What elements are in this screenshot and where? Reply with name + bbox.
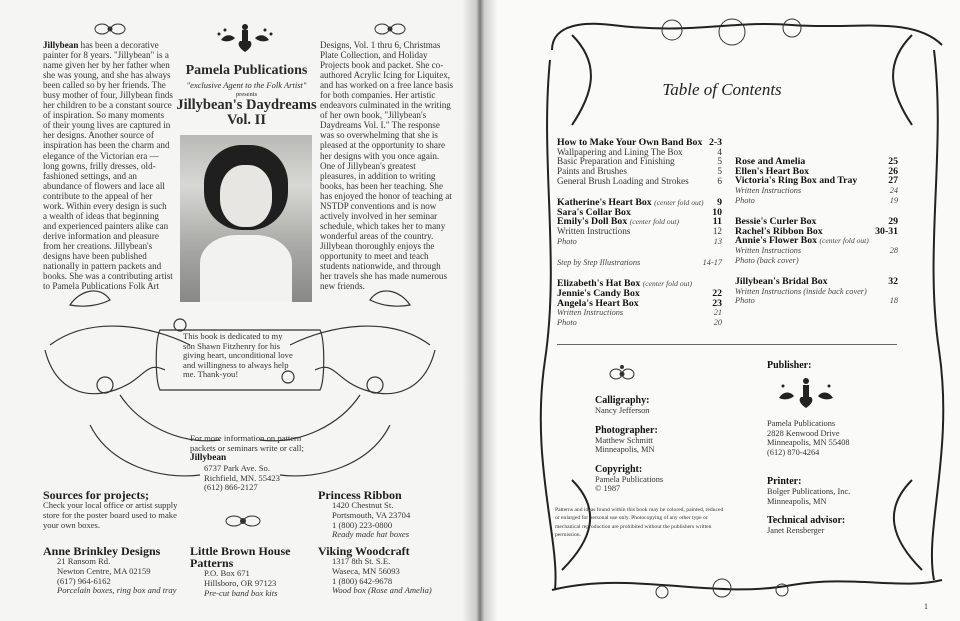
toc-entry-note: (center fold out)	[642, 279, 693, 289]
credit-label: Printer:	[767, 476, 802, 487]
toc-entry-label: Written Instructions (inside back cover)	[735, 286, 867, 296]
credits-right	[767, 476, 907, 545]
toc-entry	[557, 318, 722, 328]
dedication-text: This book is dedicated to my son Shawn Fitzhenry for his giving heart, unconditional love and willingness to always help me. Thank-you!	[183, 331, 293, 380]
credit-line: Minneapolis, MN	[767, 496, 827, 506]
publisher-line: 2828 Kenwood Drive	[767, 428, 840, 438]
toc-entry-label: Annie's Flower Box	[735, 235, 818, 247]
toc-entry-label: Written Instructions	[735, 246, 802, 256]
source-note: Ready made hat boxes	[332, 529, 410, 540]
source-line: P.O. Box 671	[204, 568, 250, 578]
toc-entry-page: 5	[717, 156, 722, 167]
credit-line: Bolger Publications, Inc.	[767, 487, 851, 496]
book-volume: Vol. II	[227, 112, 266, 128]
toc-entry	[557, 258, 722, 268]
left-page	[0, 0, 478, 621]
tagline: "exclusive Agent to the Folk Artist"	[186, 80, 307, 90]
toc-entry-page: 30-31	[875, 225, 898, 237]
toc-entry	[735, 256, 898, 266]
toc-entry-label: Jennie's Candy Box	[557, 287, 640, 299]
toc-entry-title	[557, 308, 623, 318]
book-spine	[462, 0, 498, 621]
ornament-icon	[222, 513, 264, 529]
toc-entry-title	[557, 237, 577, 247]
credit-label: Calligraphy:	[595, 395, 650, 406]
toc-column-right	[735, 157, 898, 306]
source-anne-brinkley	[43, 545, 188, 596]
toc-entry-title	[557, 258, 640, 268]
toc-entry	[735, 277, 898, 287]
sources-intro	[43, 489, 178, 530]
credit-line: Matthew Schmitt	[595, 435, 653, 445]
toc-entry-label: Photo	[557, 318, 577, 328]
credit-group	[767, 476, 907, 506]
publisher-line: Pamela Publications	[767, 419, 836, 428]
contact-block	[190, 454, 280, 493]
toc-entry-page: 12	[712, 226, 722, 237]
source-line: 21 Ransom Rd.	[57, 556, 111, 566]
toc-entry-title	[735, 186, 801, 196]
toc-entry-label: Ellen's Heart Box	[735, 165, 810, 177]
toc-entry	[735, 196, 898, 206]
toc-entry-title	[735, 277, 828, 287]
toc-entry-page: 5	[717, 166, 722, 177]
toc-entry-page: 23	[712, 297, 722, 309]
toc-entry-page: 27	[888, 175, 898, 187]
source-note: Porcelain boxes, ring box and tray	[57, 585, 177, 596]
toc-entry-label: Emily's Doll Box	[557, 216, 628, 228]
toc-entry-page: 14-17	[702, 258, 722, 268]
toc-entry-title	[735, 287, 867, 297]
source-name: Viking Woodcraft	[318, 544, 410, 558]
publisher-block	[767, 360, 907, 457]
toc-entry	[557, 227, 722, 237]
contact-address: 6737 Park Ave. So.	[204, 462, 270, 473]
contact-phone: (612) 866-2127	[204, 482, 258, 493]
toc-entry-page: 10	[712, 206, 722, 218]
toc-entry-label: Basic Preparation and Finishing	[557, 156, 675, 167]
sources-heading: Sources for projects;	[43, 488, 149, 502]
toc-entry-title	[557, 227, 630, 237]
toc-entry-title	[557, 177, 689, 187]
toc-entry-title	[735, 296, 755, 306]
toc-entry-label: Bessie's Curler Box	[735, 216, 817, 228]
credit-group	[595, 425, 735, 455]
ornament-icon	[602, 364, 642, 384]
toc-entry-page: 21	[713, 308, 722, 318]
source-viking-woodcraft	[318, 545, 463, 596]
presents-text: presents	[235, 91, 258, 98]
page-title: Table of Contents	[662, 80, 782, 99]
toc-entry-label: Katherine's Heart Box	[557, 197, 652, 209]
toc-entry-note: (center fold out)	[629, 217, 680, 227]
credits-left	[595, 395, 735, 503]
toc-entry-label: Wallpapering and Lining The Box	[557, 146, 683, 157]
toc-entry-page: 29	[888, 216, 898, 228]
toc-entry-page: 2-3	[708, 137, 722, 148]
toc-entry-label: Written Instructions	[557, 226, 631, 237]
publisher-line: Minneapolis, MN 55408	[767, 438, 850, 448]
publisher-name: Pamela Publications	[185, 63, 308, 78]
source-name: Princess Ribbon	[318, 488, 402, 502]
toc-entry-label: Rose and Amelia	[735, 156, 806, 167]
publisher-label: Publisher:	[767, 360, 812, 371]
credit-line: Pamela Publications	[595, 474, 664, 484]
more-info-text: For more information on pattern packets or seminars write or call;	[190, 433, 304, 453]
credit-label: Photographer:	[595, 424, 658, 436]
toc-entry	[557, 237, 722, 247]
divider	[557, 344, 897, 345]
toc-entry-page: 9	[717, 197, 722, 209]
credit-label: Technical advisor:	[767, 515, 846, 527]
source-line: (617) 964-6162	[57, 575, 111, 586]
source-line: 1317 8th St. S.E.	[332, 556, 391, 566]
source-line: 1 (800) 642-9678	[332, 575, 393, 586]
toc-entry-title	[557, 299, 639, 309]
toc-entry-label: Rachel's Ribbon Box	[735, 225, 823, 237]
source-line: Portsmouth, VA 23704	[332, 509, 411, 520]
source-little-brown-house	[190, 545, 300, 598]
credit-label: Copyright:	[595, 463, 643, 475]
folk-art-logo-icon	[215, 22, 275, 54]
title-block	[174, 63, 319, 128]
toc-entry-label: Photo	[557, 236, 577, 246]
toc-entry-page: 28	[889, 246, 898, 256]
toc-entry-title	[735, 246, 801, 256]
toc-entry-page: 25	[888, 156, 898, 167]
toc-entry-label: Photo	[735, 296, 755, 306]
toc-entry-label: General Brush Loading and Strokes	[557, 175, 689, 186]
legal-notice: Patterns and ideas found within this book may be colored, painted, reduced or enlarged for personal use only. Photocopying of any other type or mechanical reproduction are prohibited without the publishers written permission.	[555, 507, 724, 538]
credit-line: Janet Rensberger	[767, 526, 825, 536]
toc-entry-page: 11	[712, 216, 722, 228]
ornament-icon	[90, 22, 130, 36]
toc-entry-label: Angela's Heart Box	[557, 297, 639, 309]
toc-entry	[735, 287, 898, 297]
source-line: Hillsboro, OR 97123	[204, 577, 277, 588]
toc-entry	[735, 296, 898, 306]
toc-entry-page: 22	[712, 287, 722, 299]
toc-entry	[735, 186, 898, 196]
toc-entry-label: Written Instructions	[735, 186, 802, 196]
toc-entry-title	[735, 196, 755, 206]
toc-entry-page: 19	[889, 195, 898, 205]
toc-entry	[557, 177, 722, 187]
right-page	[482, 0, 960, 621]
sources-text: Check your local office or artist supply store for the poster board used to make your own boxes.	[43, 500, 178, 530]
credit-line: Minneapolis, MN	[595, 445, 655, 455]
page-number: 1	[924, 602, 928, 611]
ornament-icon	[370, 22, 410, 36]
toc-entry	[735, 176, 898, 186]
toc-entry-title	[557, 318, 577, 328]
toc-entry	[557, 308, 722, 318]
source-note: Pre-cut band box kits	[204, 587, 278, 598]
toc-entry-page: 20	[713, 318, 722, 328]
toc-entry-title	[735, 176, 857, 186]
toc-entry-note: (center fold out)	[819, 236, 869, 246]
toc-entry-page: 32	[888, 276, 898, 288]
publisher-line: (612) 870-4264	[767, 447, 820, 457]
toc-entry	[735, 236, 898, 246]
contact-name: Jillybean	[190, 453, 227, 463]
toc-entry-label: Jillybean's Bridal Box	[735, 276, 828, 288]
bio-column-1: Jillybean has been a decorative painter for 8 years. "Jillybean" is a name given her by her father when she was young, and she has always been called so by her friends. The busy mother of four, Jillybean finds her children to be a constant source of inspiration. So many moments of their young lives are captured in her designs. Another source of inspiration has been the charm and elegance of the Victorian era — long gowns, frilly dresses, old-fashioned settings, and an abundance of flowers and lace all contribute to the appeal of her work. Within every design is such a wealth of ideas that beginning and experienced painters alike can derive information and pleasure from her creations. Jillybean's designs have been published nationally in pattern packets and books. She was a contributing artist to Pamela Publications Folk Art	[43, 40, 173, 292]
toc-entry-label: Step by Step Illustrations	[557, 258, 641, 268]
toc-entry-label: Victoria's Ring Box and Tray	[735, 175, 858, 187]
toc-entry	[735, 246, 898, 256]
toc-entry-label: Photo	[735, 195, 755, 205]
toc-entry-page: 6	[717, 175, 722, 186]
source-name: Anne Brinkley Designs	[43, 544, 161, 558]
toc-entry-label: Sara's Collar Box	[557, 206, 631, 218]
toc-entry-label: How to Make Your Own Band Box	[557, 137, 703, 148]
toc-entry-label: Paints and Brushes	[557, 166, 627, 177]
toc-entry-title	[735, 256, 799, 266]
toc-entry-label: Elizabeth's Hat Box	[557, 278, 641, 290]
contact-city: Richfield, MN. 55423	[204, 472, 280, 483]
source-princess-ribbon	[318, 489, 458, 540]
source-line: 1420 Chestnut St.	[332, 500, 394, 510]
bio-column-2: Designs, Vol. 1 thru 6, Christmas Plate Collection, and Holiday Projects book and packet. She co-authored Acrylic Icing for Liquitex, and has worked on a free lance basis for both companies. Her artistic endeavors culminated in the writing of her own book, "Jillybean's Daydreams Vol. I." The response was so overwhelming that she is pleased at the opportunity to share her designs with you once again. One of Jillybean's greatest pleasures, in addition to writing books, has been her teaching. She has enjoyed the honor of teaching at NSTDP conventions and is now actively involved in her seminar schedule, which takes her to many wonderful areas of the country. Jillybean thoroughly enjoys the opportunity to meet and teach students nationwide, and through her travels she has made numerous new friends.	[320, 40, 454, 292]
toc-entry-title	[735, 236, 869, 246]
credit-group	[595, 395, 735, 416]
source-note: Wood box (Rose and Amelia)	[332, 585, 432, 596]
source-line: Newton Centre, MA 02159	[57, 565, 151, 576]
toc-entry-label: Photo (back cover)	[735, 255, 799, 265]
source-name: Little Brown House Patterns	[190, 544, 291, 570]
toc-entry-label: Written Instructions	[557, 308, 624, 318]
toc-entry-page: 24	[889, 186, 898, 196]
toc-entry	[557, 299, 722, 309]
toc-entry-page: 13	[713, 236, 722, 246]
toc-entry-page: 18	[889, 296, 898, 306]
book-title: Jillybean's Daydreams	[176, 97, 317, 113]
toc-entry-page: 26	[888, 165, 898, 177]
source-line: Waseca, MN 56093	[332, 565, 400, 576]
toc-entry-note: (center fold out)	[654, 198, 704, 208]
credit-group	[767, 515, 907, 536]
source-line: 1 (800) 223-0800	[332, 519, 393, 530]
credit-line: © 1987	[595, 484, 621, 494]
credit-line: Nancy Jefferson	[595, 406, 650, 415]
folk-art-logo-icon	[771, 376, 841, 410]
toc-column-left	[557, 138, 722, 328]
toc-entry-page: 4	[717, 146, 722, 157]
credit-group	[595, 464, 735, 494]
